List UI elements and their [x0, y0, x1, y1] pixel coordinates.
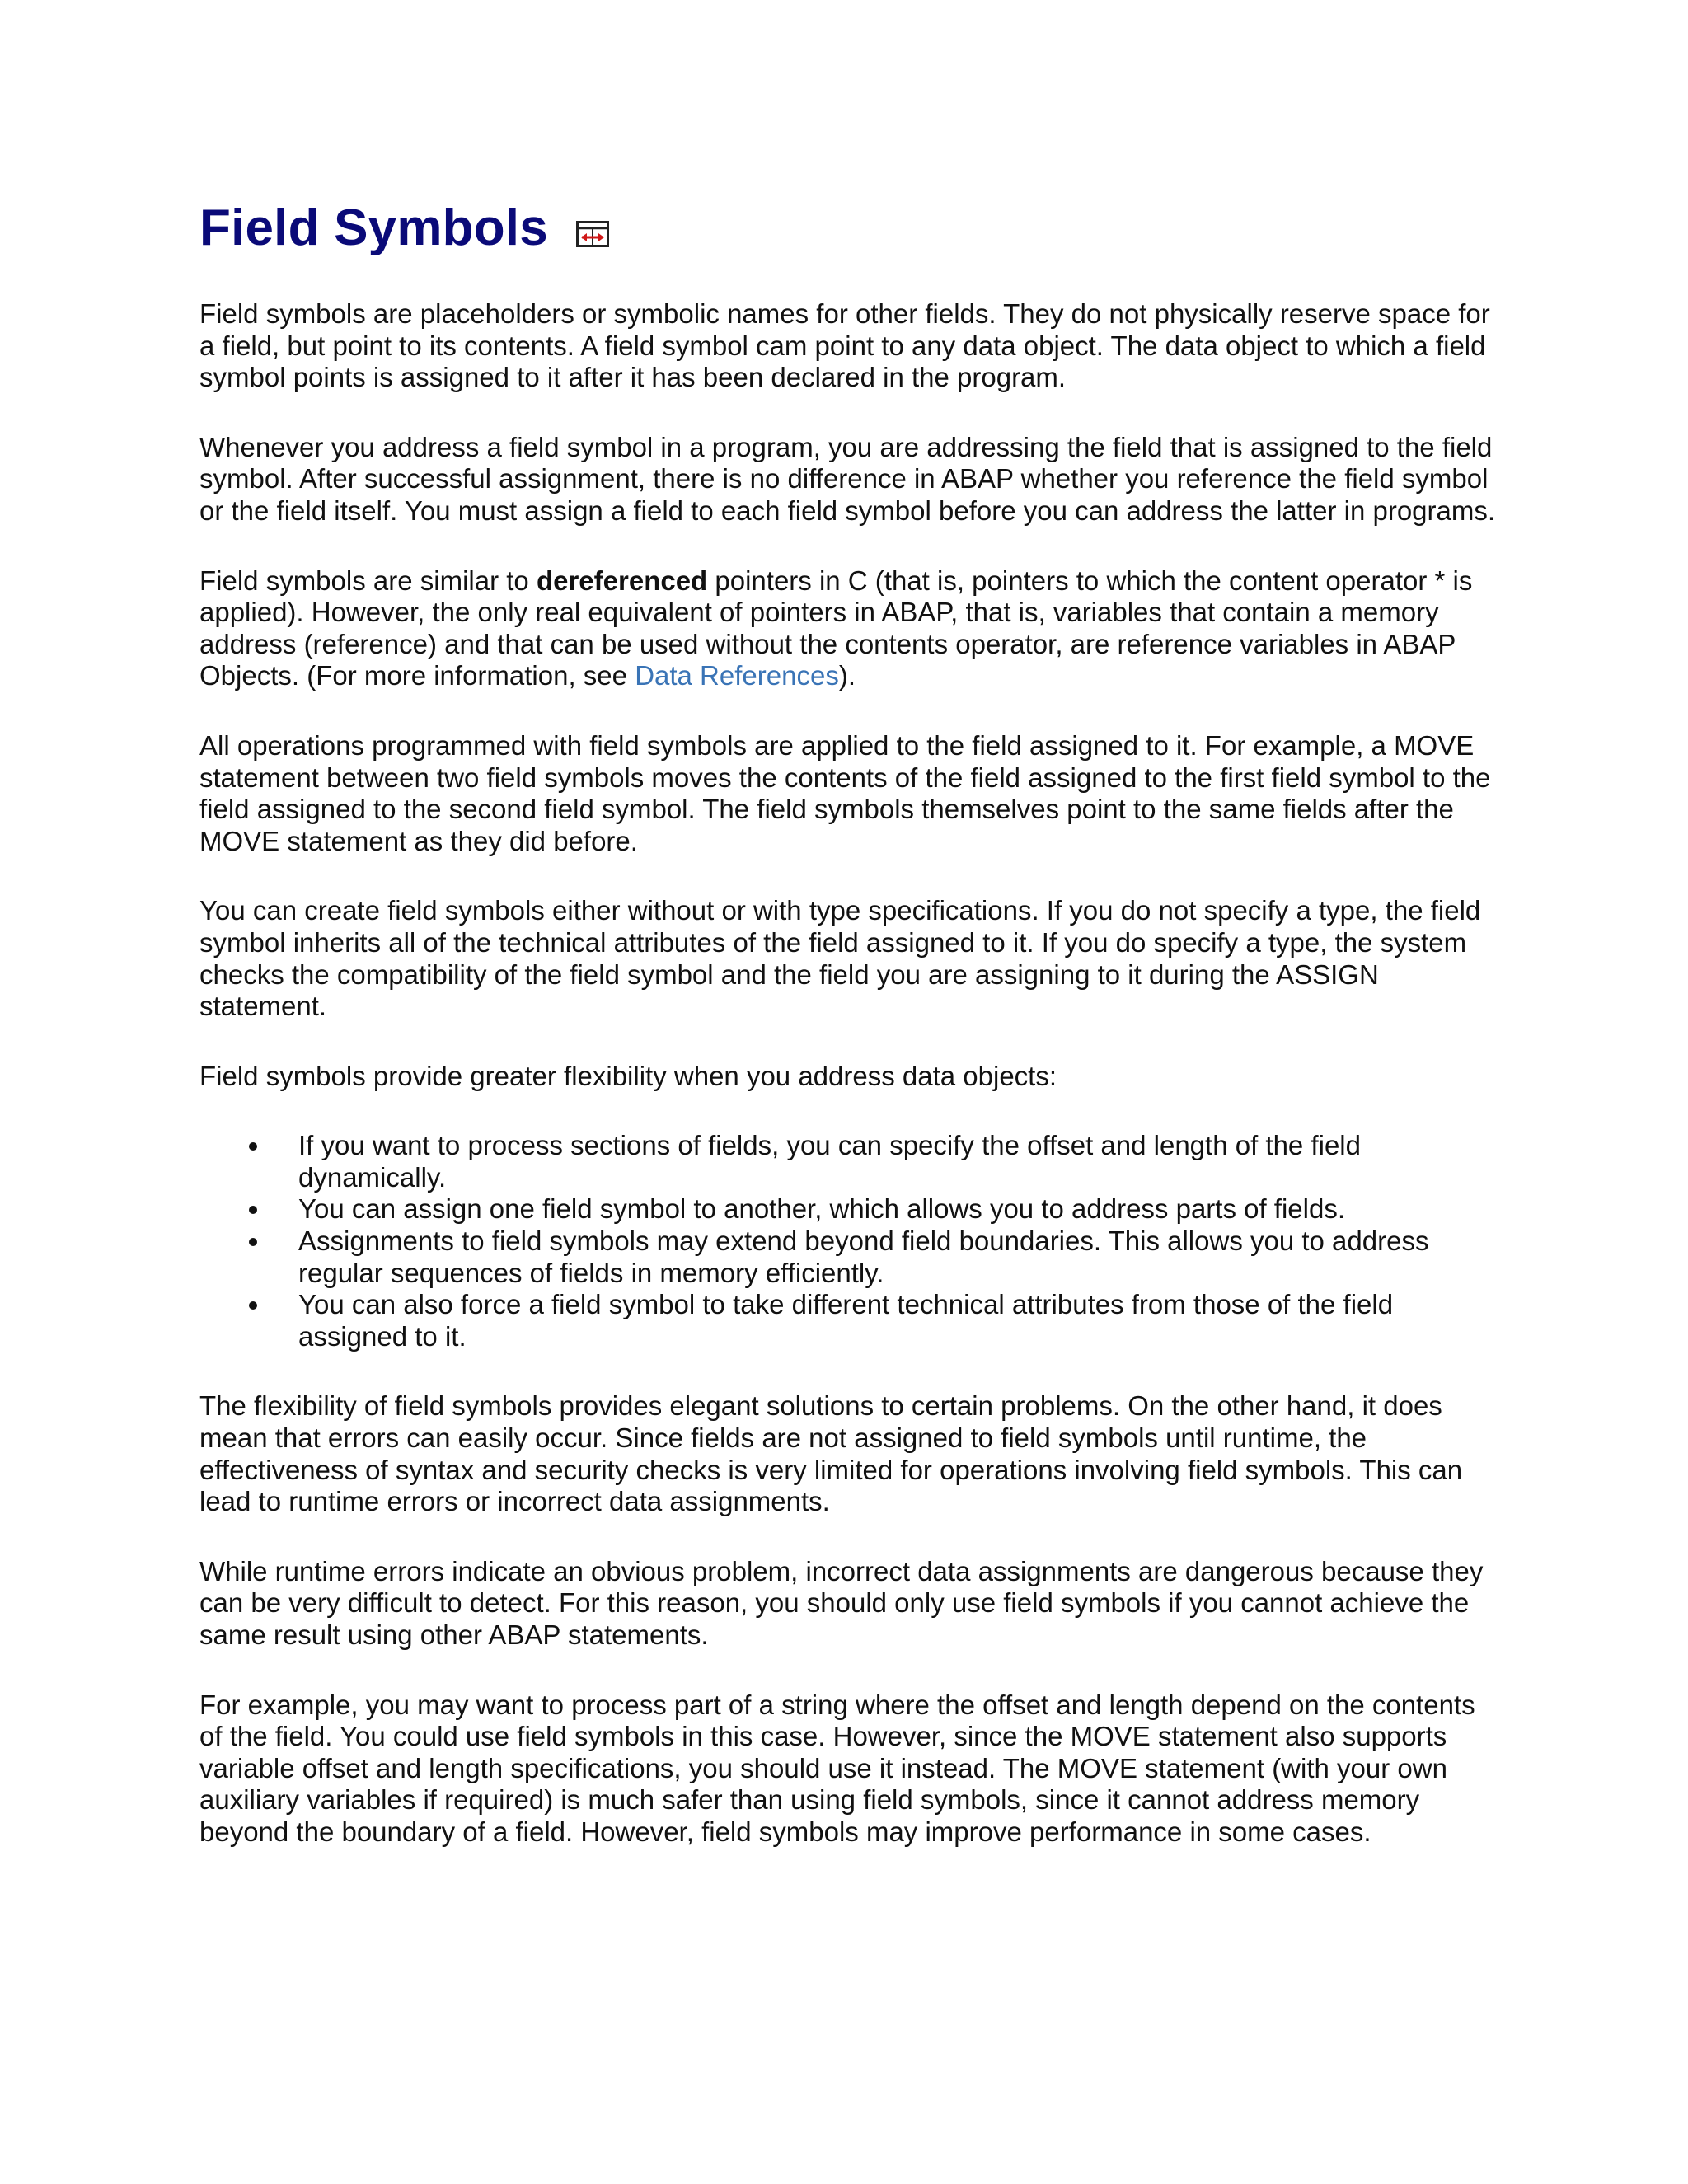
list-item-text: You can also force a field symbol to take different technical attributes from those of the field assigned to it.	[298, 1289, 1394, 1352]
document-page	[199, 191, 1502, 1886]
paragraph-5: You can create field symbols either without or with type specifications. If you do not specify a type, the field symbol inherits all of the technical attributes of the field assigned to it. If you do specify a type, the system checks the compatibility of the field symbol and the field you are assigning to it during the ASSIGN statement.	[199, 895, 1481, 1022]
list-item	[199, 1289, 1502, 1352]
paragraph-3-text-a: Field symbols are similar to	[199, 565, 537, 596]
list-item	[199, 1193, 1502, 1226]
paragraph-4: All operations programmed with field symbols are applied to the field assigned to it. For example, a MOVE statement between two field symbols moves the contents of the field assigned to the first field symbol to the field assigned to the second field symbol. The field symbols themselves point to the same fields after the MOVE statement as they did before.	[199, 729, 1491, 856]
paragraph-3-bold: dereferenced	[536, 565, 708, 596]
list-item-text: Assignments to field symbols may extend beyond field boundaries. This allows you to address regular sequences of fields in memory efficiently.	[298, 1226, 1429, 1288]
expand-collapse-icon[interactable]	[576, 221, 609, 247]
paragraph-9: For example, you may want to process part of a string where the offset and length depend on the contents of the field. You could use field symbols in this case. However, since the MOVE statement also supports variable offset and length specifications, you should use it instead. The MOVE statement (with your own auxiliary variables if required) is much safer than using field symbols, since it cannot address memory beyond the boundary of a field. However, field symbols may improve performance in some cases.	[199, 1689, 1475, 1847]
data-references-link[interactable]: Data References	[635, 660, 839, 691]
paragraph-1: Field symbols are placeholders or symbolic names for other fields. They do not physically reserve space for a field, but point to its contents. A field symbol cam point to any data object. The data object to which a field symbol points is assigned to it after it has been declared in the program.	[199, 298, 1490, 393]
title-row	[199, 191, 1502, 265]
page-title: Field Symbols	[199, 199, 548, 256]
bullet-icon	[249, 1206, 257, 1214]
paragraph-6: Field symbols provide greater flexibility when you address data objects:	[199, 1060, 1057, 1091]
bullet-icon	[249, 1301, 257, 1310]
bullet-icon	[249, 1142, 257, 1151]
bullet-icon	[249, 1238, 257, 1246]
list-item	[199, 1226, 1502, 1289]
paragraph-3	[199, 565, 1502, 692]
bullet-list	[199, 1130, 1502, 1352]
paragraph-7: The flexibility of field symbols provides elegant solutions to certain problems. On the other hand, it does mean that errors can easily occur. Since fields are not assigned to field symbols until runtime, the effectiveness of syntax and security checks is very limited for operations involving field symbols. This can lead to runtime errors or incorrect data assignments.	[199, 1390, 1463, 1517]
paragraph-8: While runtime errors indicate an obvious problem, incorrect data assignments are dangerous because they can be very difficult to detect. For this reason, you should only use field symbols if you cannot achieve the same result using other ABAP statements.	[199, 1555, 1484, 1650]
list-item-text: If you want to process sections of fields, you can specify the offset and length of the field dynamically.	[298, 1130, 1361, 1193]
list-item-text: You can assign one field symbol to another, which allows you to address parts of fields.	[298, 1193, 1346, 1225]
paragraph-2: Whenever you address a field symbol in a program, you are addressing the field that is assigned to the field symbol. After successful assignment, there is no difference in ABAP whether you reference the field symbol or the field itself. You must assign a field to each field symbol before you can address the latter in programs.	[199, 431, 1496, 526]
list-item	[199, 1130, 1502, 1193]
paragraph-3-text-end: ).	[838, 660, 856, 691]
paragraph-3-text-b: pointers in C (that is, pointers to which the content operator * is applied). However, the only real equivalent of pointers in ABAP, that is, variables that contain a memory address (reference) and that can be used without the contents operator, are reference variables in ABAP Objects. (For more information, see	[199, 565, 1473, 691]
